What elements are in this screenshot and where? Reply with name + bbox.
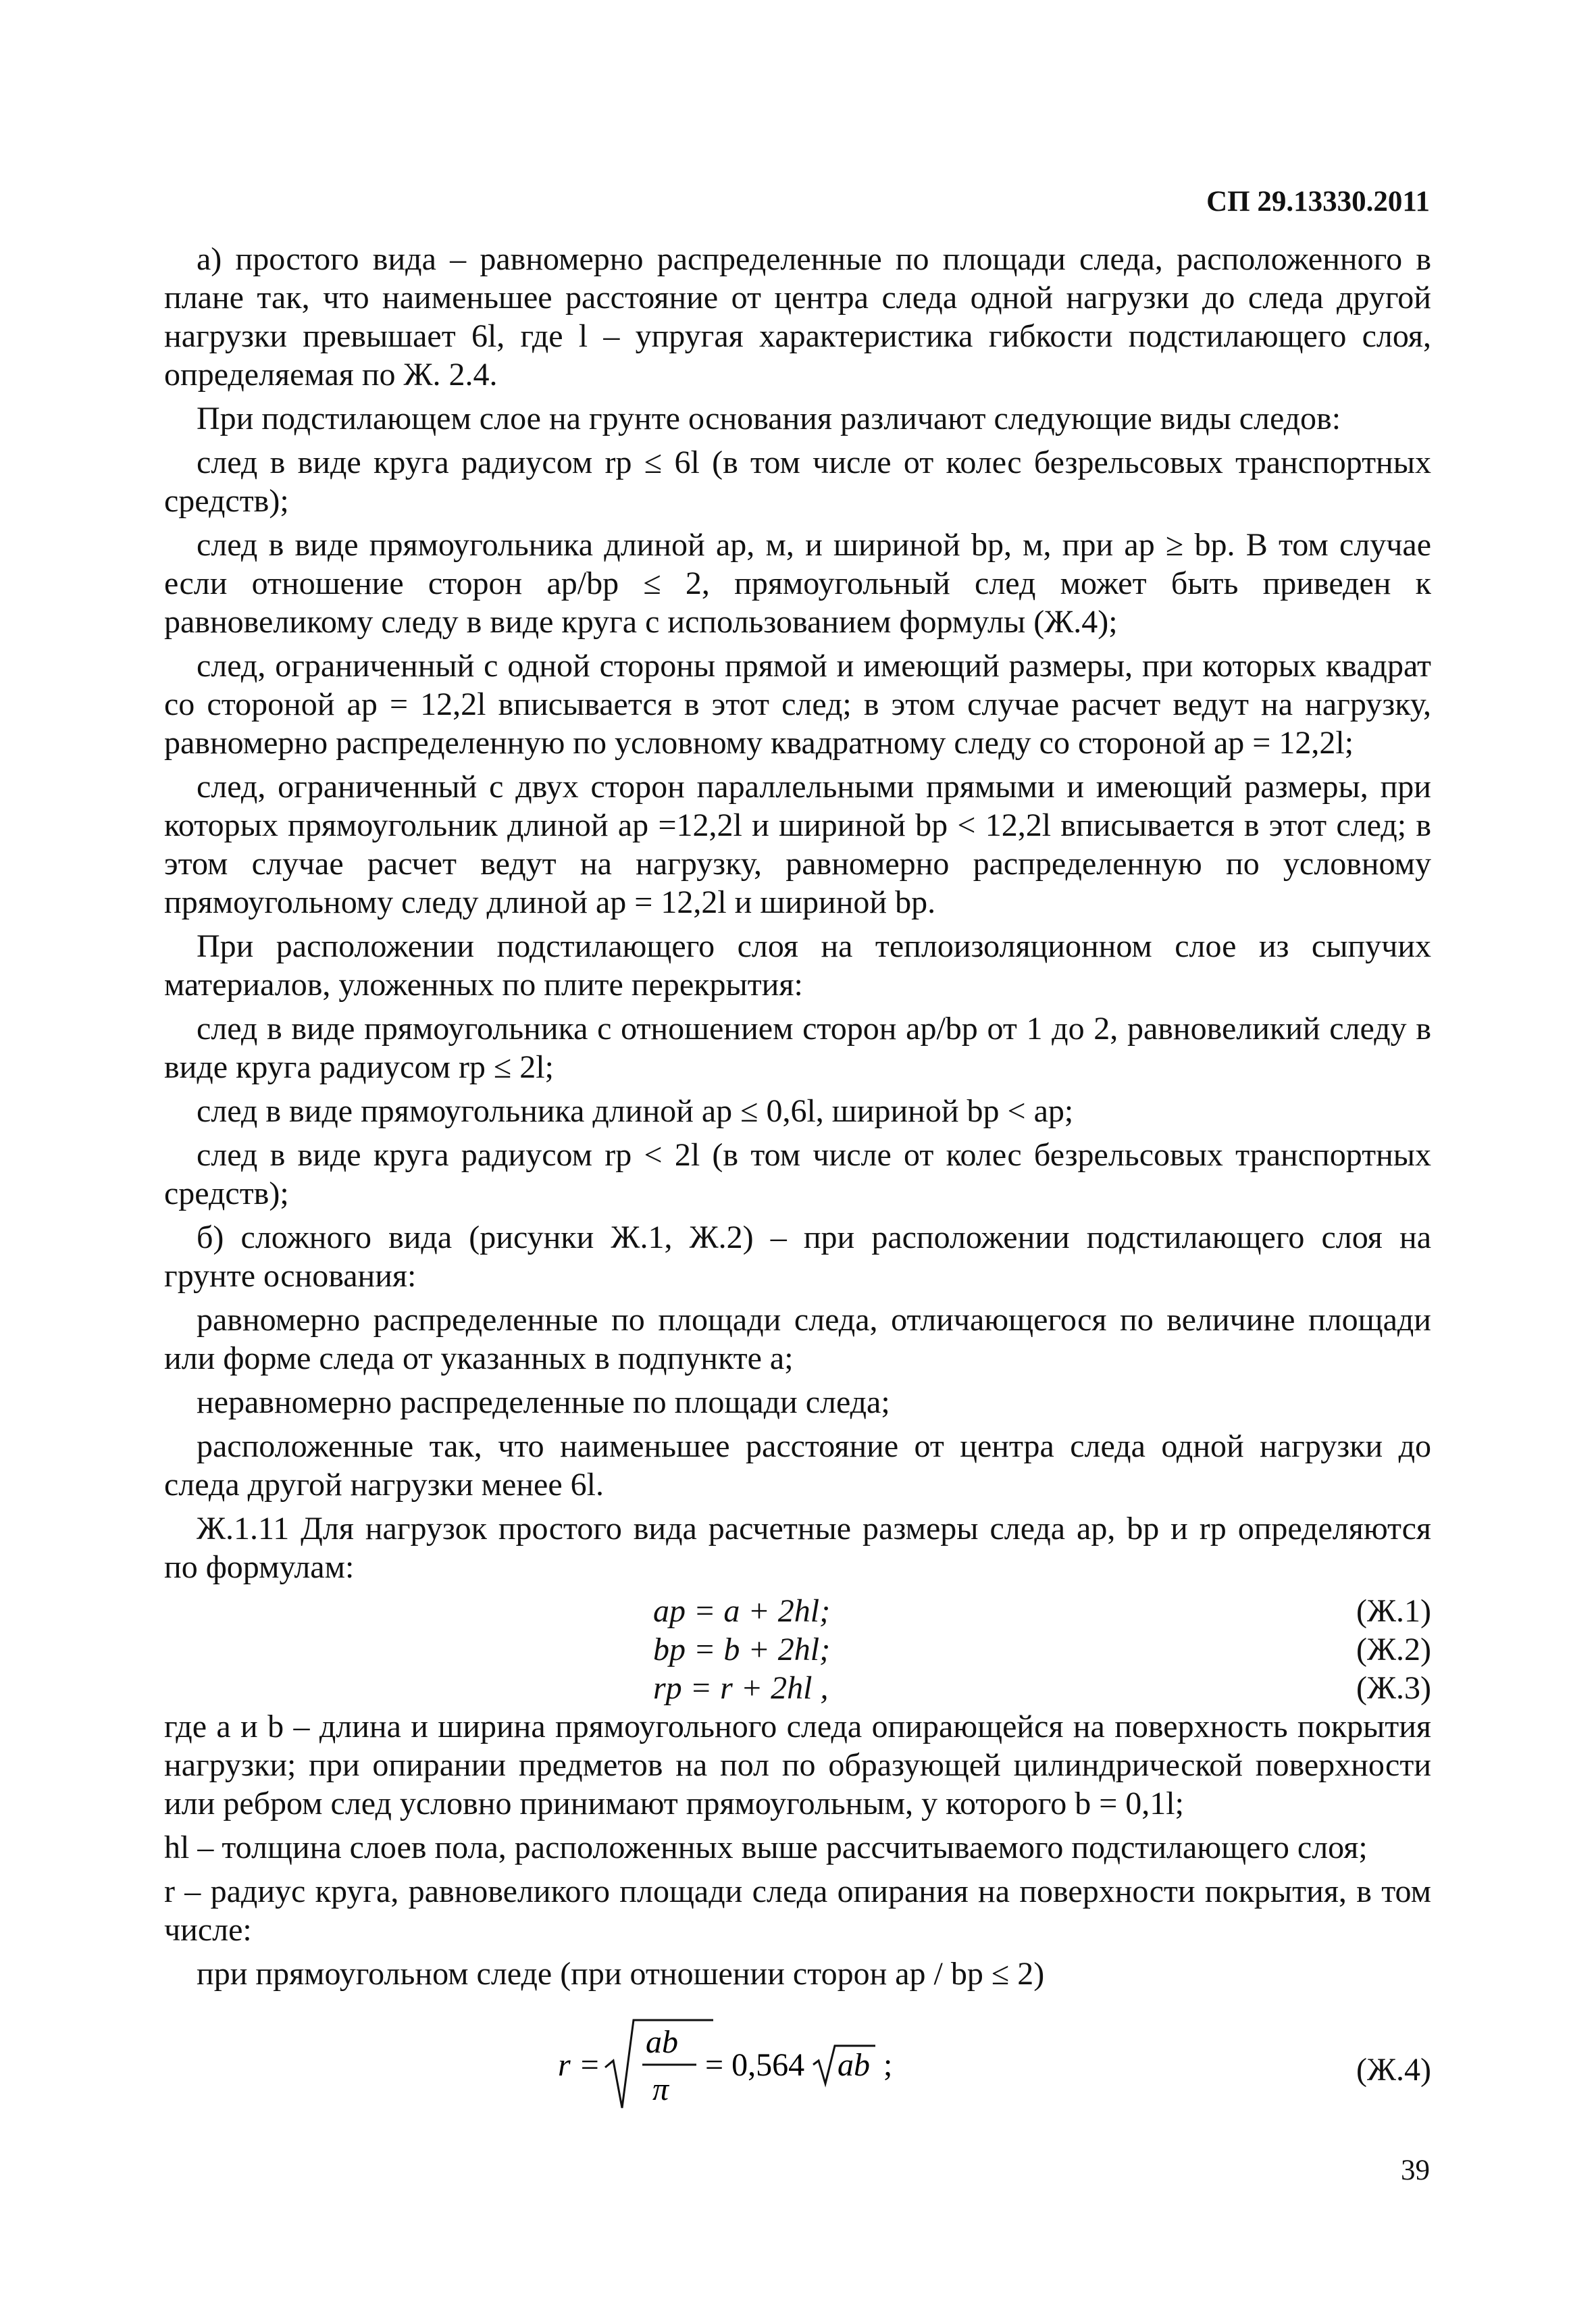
paragraph: а) простого вида – равномерно распределенные по площади следа, расположенного в плане так, что наименьшее расстояние от центра следа одной нагрузки до следа другой нагрузки превышает 6l, где l – упругая характеристика гибкости подстилающего слоя, определяемая по Ж. 2.4. (164, 241, 1431, 393)
paragraph: след в виде прямоугольника с отношением сторон ap/bp от 1 до 2, равновеликий следу в виде круга радиусом rp ≤ 2l; (164, 1011, 1431, 1085)
body-text (164, 240, 1431, 2128)
paragraph: след в виде круга радиусом rp < 2l (в том числе от колес безрельсовых транспортных средств); (164, 1137, 1431, 1211)
paragraph: где a и b – длина и ширина прямоугольного следа опирающейся на поверхность покрытия нагрузки; при опирании предметов на пол по образующей цилиндрической поверхности или ребром след условно принимают прямоугольным, у которого b = 0,1l; (164, 1709, 1431, 1821)
paragraph: равномерно распределенные по площади следа, отличающегося по величине площади или форме следа от указанных в подпункте а; (164, 1302, 1431, 1376)
equation-row (164, 1669, 1431, 1707)
equation-number: (Ж.1) (1356, 1593, 1431, 1629)
paragraph: след в виде прямоугольника длиной ap, м, и шириной bp, м, при ap ≥ bp. В том случае если отношение сторон ap/bp ≤ 2, прямоугольный след может быть приведен к равновеликому следу в виде круга с использованием формулы (Ж.4); (164, 527, 1431, 640)
paragraph: При расположении подстилающего слоя на теплоизоляционном слое из сыпучих материалов, уложенных по плите перекрытия: (164, 928, 1431, 1003)
formula-root: ab (838, 2047, 870, 2083)
equation-number: (Ж.2) (1356, 1632, 1431, 1667)
equation-row (164, 1630, 1431, 1669)
formula-rhs: = 0,564 (705, 2047, 805, 2083)
paragraph: след, ограниченный с двух сторон параллельными прямыми и имеющий размеры, при которых прямоугольник длиной ap =12,2l и шириной bp < 12,2l вписывается в этот след; в этом случае расчет ведут на нагрузку, равномерно распределенную по условному прямоугольному следу длиной ap = 12,2l и шириной bp. (164, 769, 1431, 920)
paragraph: Ж.1.11 Для нагрузок простого вида расчетные размеры следа ap, bp и rp определяются по формулам: (164, 1511, 1431, 1585)
equation: ap = a + 2hl; (653, 1593, 831, 1629)
equation-number: (Ж.4) (1356, 2052, 1431, 2088)
formula-numerator: ab (646, 2024, 678, 2060)
paragraph: расположенные так, что наименьшее расстояние от центра следа одной нагрузки до следа другой нагрузки менее 6l. (164, 1428, 1431, 1503)
page-number: 39 (1401, 2155, 1430, 2186)
formula-denominator: π (652, 2071, 669, 2107)
paragraph: hl – толщина слоев пола, расположенных выше рассчитываемого подстилающего слоя; (164, 1830, 1368, 1865)
paragraph: r – радиус круга, равновеликого площади следа опирания на поверхности покрытия, в том числе: (164, 1873, 1431, 1948)
equation: rp = r + 2hl , (653, 1670, 829, 1706)
equation-row (164, 1592, 1431, 1630)
formula-j4-graphic (558, 2013, 963, 2121)
formula-j4 (164, 2000, 1431, 2128)
document-code: СП 29.13330.2011 (1206, 186, 1430, 218)
paragraph: б) сложного вида (рисунки Ж.1, Ж.2) – при расположении подстилающего слоя на грунте основания: (164, 1219, 1431, 1294)
paragraph: При подстилающем слое на грунте основания различают следующие виды следов: (197, 401, 1341, 436)
equation: bp = b + 2hl; (653, 1632, 831, 1667)
paragraph: неравномерно распределенные по площади следа; (197, 1384, 890, 1420)
paragraph: след, ограниченный с одной стороны прямой и имеющий размеры, при которых квадрат со стороной ap = 12,2l вписывается в этот след; в этом случае расчет ведут на нагрузку, равномерно распределенную по условному квадратному следу со стороной ap = 12,2l; (164, 648, 1431, 761)
paragraph: след в виде круга радиусом rp ≤ 6l (в том числе от колес безрельсовых транспортных средств); (164, 445, 1431, 519)
paragraph: при прямоугольном следе (при отношении сторон ap / bp ≤ 2) (197, 1956, 1045, 1992)
paragraph: след в виде прямоугольника длиной ap ≤ 0,6l, шириной bp < ap; (197, 1093, 1074, 1129)
formula-tail: ; (883, 2047, 893, 2083)
equation-number: (Ж.3) (1356, 1670, 1431, 1706)
formula-lhs: r = (558, 2047, 601, 2083)
